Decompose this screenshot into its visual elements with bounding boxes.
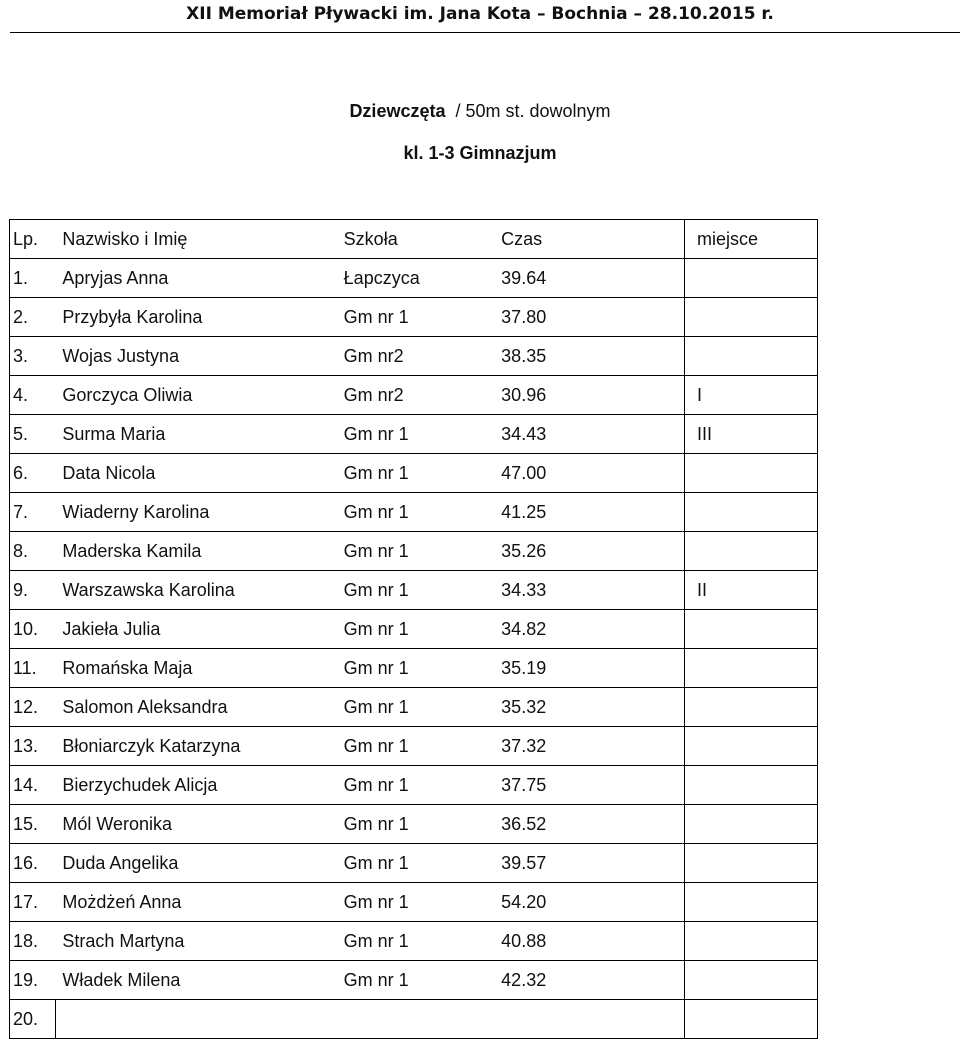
cell-name-text: Warszawska Karolina	[62, 579, 235, 600]
table-row	[10, 259, 818, 298]
cell-time: 35.32	[487, 688, 684, 727]
cell-place	[685, 493, 818, 532]
cell-name-text: Duda Angelika	[62, 852, 179, 873]
cell-lp: 12.	[10, 688, 56, 727]
cell-time: 34.33	[487, 571, 684, 610]
cell-place	[685, 532, 818, 571]
cell-school-text: Gm nr 1	[343, 969, 409, 990]
cell-name	[55, 688, 335, 727]
cell-place	[685, 1000, 818, 1039]
page-title: XII Memoriał Pływacki im. Jana Kota – Bochnia – 28.10.2015 r.	[186, 4, 774, 24]
cell-school-text: Gm nr 1	[343, 657, 409, 678]
cell-time: 38.35	[487, 337, 684, 376]
cell-name-text: Apryjas Anna	[62, 267, 169, 288]
table-row	[10, 961, 818, 1000]
cell-place	[685, 337, 818, 376]
cell-name-text: Data Nicola	[62, 462, 156, 483]
cell-name	[55, 844, 335, 883]
cell-name-text: Salomon Aleksandra	[62, 696, 228, 717]
cell-school-text: Gm nr 1	[343, 462, 409, 483]
cell-lp: 1.	[10, 259, 56, 298]
cell-place	[685, 298, 818, 337]
cell-school-text: Gm nr 1	[343, 423, 409, 444]
header-name	[55, 220, 335, 259]
cell-name-text: Przybyła Karolina	[62, 306, 203, 327]
cell-name-text: Gorczyca Oliwia	[62, 384, 193, 405]
cell-place: III	[685, 415, 818, 454]
table-body	[10, 259, 818, 1039]
cell-school	[336, 259, 488, 298]
cell-time: 39.64	[487, 259, 684, 298]
cell-school-text: Gm nr 1	[343, 579, 409, 600]
cell-school	[336, 493, 488, 532]
table-row	[10, 883, 818, 922]
cell-school-text: Gm nr2	[343, 384, 404, 405]
event-category	[0, 100, 960, 122]
event-distance: / 50m st. dowolnym	[445, 101, 611, 121]
header-school-label: Szkoła	[343, 228, 398, 249]
cell-name-text: Surma Maria	[62, 423, 166, 444]
cell-school-text: Gm nr 1	[343, 774, 409, 795]
cell-name	[55, 454, 335, 493]
cell-name	[55, 337, 335, 376]
cell-lp: 4.	[10, 376, 56, 415]
cell-time: 54.20	[487, 883, 684, 922]
cell-lp: 16.	[10, 844, 56, 883]
table-row	[10, 844, 818, 883]
cell-school	[336, 610, 488, 649]
cell-school	[336, 1000, 488, 1039]
cell-school	[336, 337, 488, 376]
cell-school	[336, 532, 488, 571]
cell-lp: 7.	[10, 493, 56, 532]
cell-place	[685, 610, 818, 649]
cell-school	[336, 571, 488, 610]
cell-school-text: Łapczyca	[343, 267, 420, 288]
cell-lp: 9.	[10, 571, 56, 610]
cell-place: I	[685, 376, 818, 415]
cell-time: 42.32	[487, 961, 684, 1000]
cell-name	[55, 493, 335, 532]
cell-time: 36.52	[487, 805, 684, 844]
cell-place	[685, 649, 818, 688]
cell-time: 41.25	[487, 493, 684, 532]
cell-time: 37.80	[487, 298, 684, 337]
cell-name	[55, 571, 335, 610]
cell-place	[685, 259, 818, 298]
class-label	[0, 142, 960, 164]
cell-school	[336, 688, 488, 727]
cell-school-text: Gm nr 1	[343, 306, 409, 327]
cell-name	[55, 1000, 335, 1039]
cell-name	[55, 376, 335, 415]
table-row	[10, 649, 818, 688]
cell-name-text: Maderska Kamila	[62, 540, 202, 561]
cell-school	[336, 415, 488, 454]
cell-place: II	[685, 571, 818, 610]
cell-school-text: Gm nr 1	[343, 813, 409, 834]
category-label: Dziewczęta	[349, 101, 446, 121]
cell-name-text: Możdżeń Anna	[62, 891, 182, 912]
cell-time: 40.88	[487, 922, 684, 961]
cell-name-text: Bierzychudek Alicja	[62, 774, 218, 795]
cell-lp: 18.	[10, 922, 56, 961]
cell-school-text: Gm nr 1	[343, 930, 409, 951]
cell-school	[336, 454, 488, 493]
cell-place	[685, 805, 818, 844]
header-name-label: Nazwisko i Imię	[62, 228, 188, 249]
table-row	[10, 727, 818, 766]
table-row	[10, 532, 818, 571]
cell-time: 37.75	[487, 766, 684, 805]
table-row	[10, 493, 818, 532]
cell-place	[685, 883, 818, 922]
cell-name-text: Strach Martyna	[62, 930, 185, 951]
table-row	[10, 1000, 818, 1039]
cell-name-text: Mól Weronika	[62, 813, 173, 834]
header-place: miejsce	[685, 220, 818, 259]
table-row	[10, 376, 818, 415]
header-time: Czas	[487, 220, 684, 259]
cell-name	[55, 610, 335, 649]
table-row	[10, 298, 818, 337]
cell-school	[336, 727, 488, 766]
cell-time: 30.96	[487, 376, 684, 415]
cell-school-text: Gm nr 1	[343, 735, 409, 756]
cell-name-text: Jakieła Julia	[62, 618, 161, 639]
cell-lp: 3.	[10, 337, 56, 376]
table-row	[10, 337, 818, 376]
cell-name-text: Wiaderny Karolina	[62, 501, 210, 522]
cell-name	[55, 961, 335, 1000]
cell-place	[685, 454, 818, 493]
table-row	[10, 922, 818, 961]
cell-time: 35.19	[487, 649, 684, 688]
cell-place	[685, 766, 818, 805]
cell-lp: 13.	[10, 727, 56, 766]
cell-name	[55, 298, 335, 337]
cell-school	[336, 376, 488, 415]
cell-name-text: Romańska Maja	[62, 657, 193, 678]
cell-lp: 6.	[10, 454, 56, 493]
cell-name	[55, 805, 335, 844]
cell-lp: 5.	[10, 415, 56, 454]
cell-place	[685, 961, 818, 1000]
cell-time	[487, 1000, 684, 1039]
cell-name-text: Wojas Justyna	[62, 345, 180, 366]
cell-place	[685, 844, 818, 883]
cell-lp: 17.	[10, 883, 56, 922]
cell-name	[55, 649, 335, 688]
table-row	[10, 415, 818, 454]
cell-lp: 2.	[10, 298, 56, 337]
cell-name	[55, 883, 335, 922]
cell-school	[336, 961, 488, 1000]
cell-time: 34.82	[487, 610, 684, 649]
cell-name	[55, 532, 335, 571]
cell-school	[336, 649, 488, 688]
cell-school	[336, 922, 488, 961]
cell-school-text: Gm nr 1	[343, 618, 409, 639]
cell-school-text: Gm nr 1	[343, 852, 409, 873]
table-row	[10, 805, 818, 844]
table-row	[10, 454, 818, 493]
cell-name	[55, 922, 335, 961]
class-label-text: kl. 1-3 Gimnazjum	[403, 143, 557, 163]
cell-school-text: Gm nr 1	[343, 696, 409, 717]
header-lp: Lp.	[10, 220, 56, 259]
cell-time: 37.32	[487, 727, 684, 766]
cell-name	[55, 259, 335, 298]
cell-school-text: Gm nr 1	[343, 501, 409, 522]
cell-school	[336, 805, 488, 844]
cell-lp: 20.	[10, 1000, 56, 1039]
cell-name	[55, 415, 335, 454]
results-table	[9, 219, 818, 1039]
cell-time: 34.43	[487, 415, 684, 454]
cell-place	[685, 922, 818, 961]
cell-lp: 14.	[10, 766, 56, 805]
cell-name	[55, 766, 335, 805]
title-underline	[10, 32, 960, 33]
header-school	[336, 220, 488, 259]
cell-place	[685, 688, 818, 727]
cell-school	[336, 766, 488, 805]
table-row	[10, 610, 818, 649]
cell-school	[336, 844, 488, 883]
cell-name-text: Władek Milena	[62, 969, 181, 990]
cell-lp: 11.	[10, 649, 56, 688]
cell-time: 39.57	[487, 844, 684, 883]
cell-school-text: Gm nr2	[343, 345, 404, 366]
cell-name-text: Błoniarczyk Katarzyna	[62, 735, 241, 756]
cell-lp: 10.	[10, 610, 56, 649]
cell-lp: 19.	[10, 961, 56, 1000]
table-row	[10, 571, 818, 610]
cell-school	[336, 298, 488, 337]
cell-time: 47.00	[487, 454, 684, 493]
cell-school	[336, 883, 488, 922]
cell-lp: 15.	[10, 805, 56, 844]
table-row	[10, 688, 818, 727]
cell-name	[55, 727, 335, 766]
cell-school-text: Gm nr 1	[343, 540, 409, 561]
cell-school-text: Gm nr 1	[343, 891, 409, 912]
table-header-row	[10, 220, 818, 259]
cell-place	[685, 727, 818, 766]
table-row	[10, 766, 818, 805]
cell-lp: 8.	[10, 532, 56, 571]
cell-time: 35.26	[487, 532, 684, 571]
